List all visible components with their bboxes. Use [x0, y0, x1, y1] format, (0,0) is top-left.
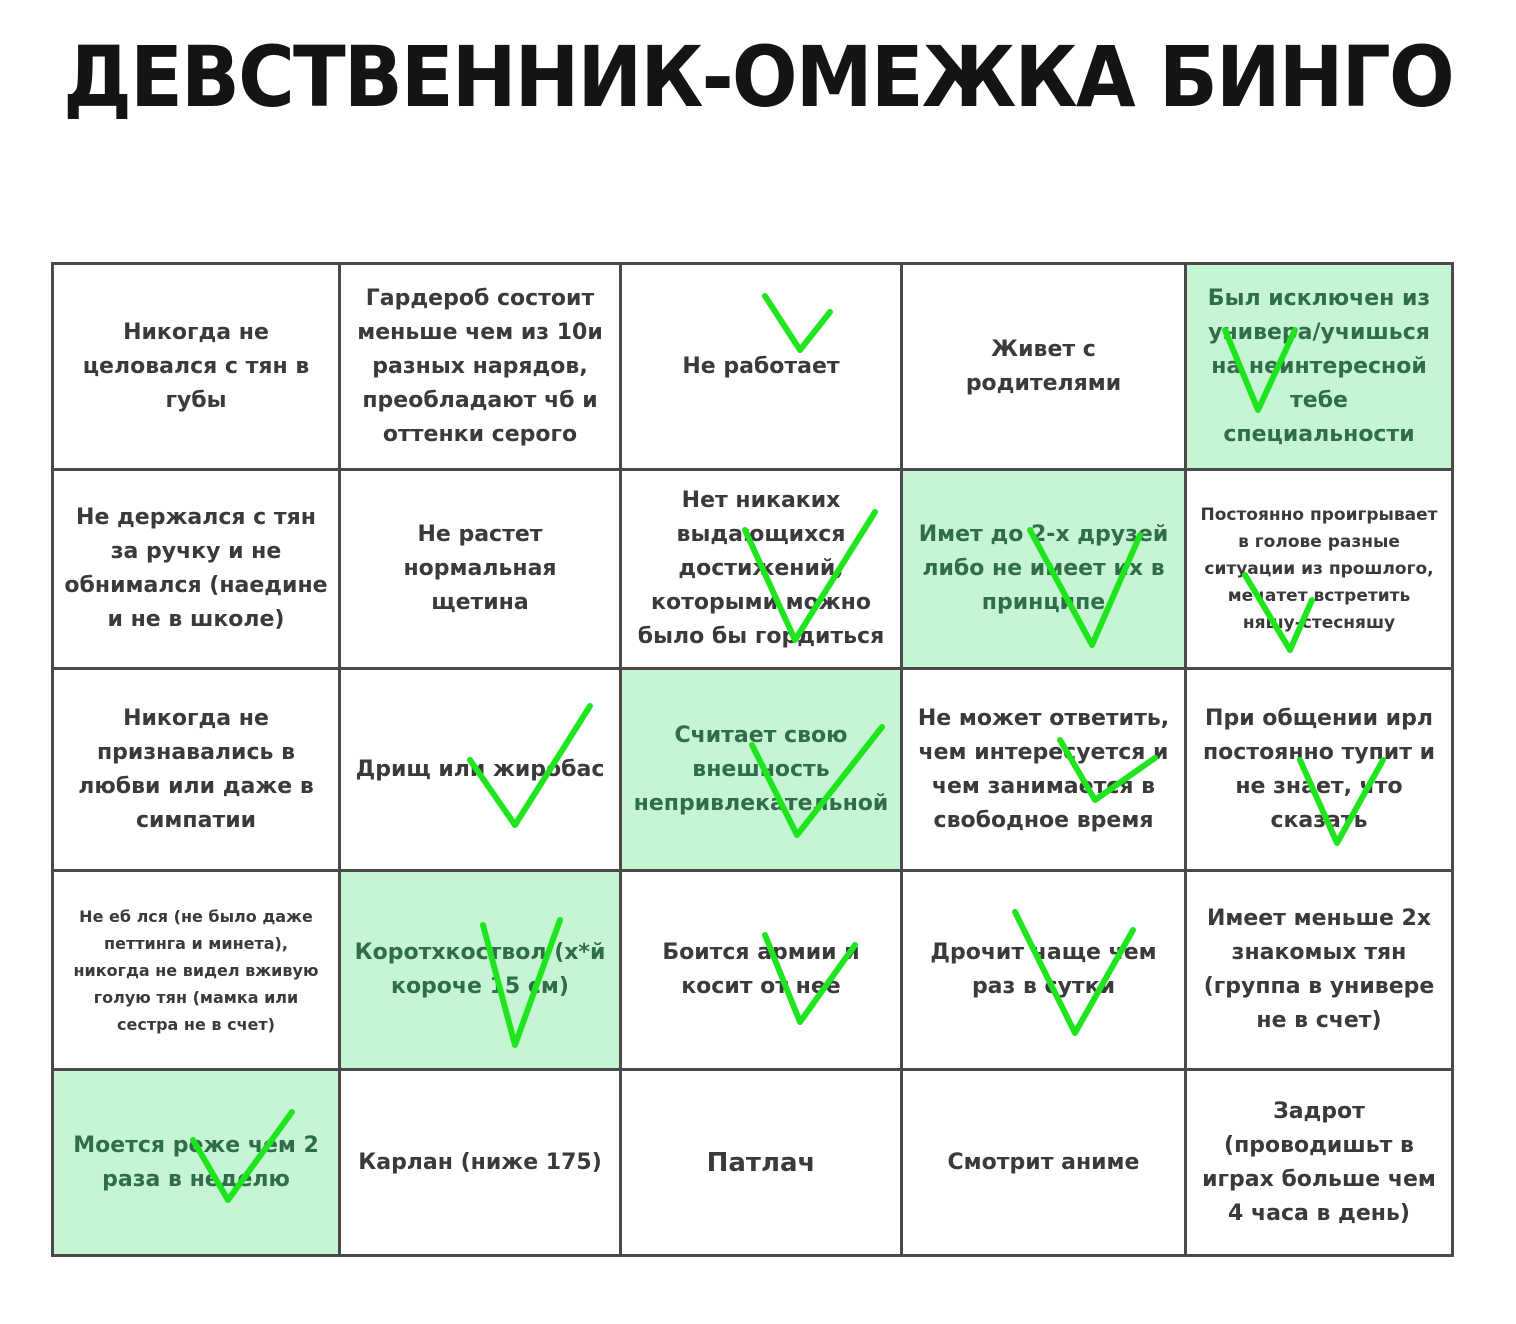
bingo-cell[interactable] — [1187, 872, 1451, 1068]
cell-text: Не еб лся (не было даже петтинга и минета), никогда не видел вживую голую тян (мамка или сестра не в счет) — [73, 906, 319, 1034]
bingo-cell[interactable] — [54, 670, 338, 869]
cell-text: Живет с родителями — [965, 336, 1122, 396]
cell-text: Постоянно проигрывает в голове разные ситуации из прошлого, мечатет встретить няшу-стесняшу — [1200, 504, 1438, 633]
bingo-cell[interactable] — [622, 670, 900, 869]
bingo-cell[interactable] — [622, 872, 900, 1068]
cell-text: Смотрит аниме — [947, 1149, 1140, 1175]
bingo-cell[interactable] — [1187, 1071, 1451, 1254]
bingo-cell[interactable] — [341, 670, 619, 869]
bingo-cell[interactable] — [1187, 471, 1451, 667]
bingo-cell[interactable] — [903, 471, 1184, 667]
bingo-cell[interactable] — [622, 1071, 900, 1254]
bingo-cell[interactable] — [903, 872, 1184, 1068]
cell-text: Карлан (ниже 175) — [358, 1149, 602, 1175]
cell-text: Боится армии и косит от нее — [662, 940, 860, 999]
bingo-cell[interactable] — [622, 471, 900, 667]
bingo-cell[interactable] — [54, 1071, 338, 1254]
bingo-cell[interactable] — [903, 1071, 1184, 1254]
bingo-cell[interactable] — [341, 265, 619, 468]
cell-text: Имет до 2-х друзей либо не имеет их в принципе — [918, 522, 1169, 615]
cell-text: Не держался с тян за ручку и не обнимался (наедине и не в школе) — [64, 505, 328, 632]
bingo-cell[interactable] — [341, 872, 619, 1068]
cell-text: Нет никаких выдающихся достижений, которыми можно было бы гордиться — [637, 488, 885, 649]
cell-text: Не работает — [682, 353, 840, 379]
cell-text: Патлач — [706, 1147, 816, 1178]
cell-text: Считает свою внешность непривлекательной — [633, 722, 889, 816]
cell-text: Не может ответить, чем интересуется и чем занимается в свободное время — [917, 705, 1170, 833]
bingo-cell[interactable] — [903, 670, 1184, 869]
bingo-cell[interactable] — [1187, 670, 1451, 869]
cell-text: Гардероб состоит меньше чем из 10и разных нарядов, преобладают чб и оттенки серого — [357, 285, 603, 447]
cell-text: Не растет нормальная щетина — [403, 522, 557, 615]
cell-text: Имеет меньше 2х знакомых тян (группа в универе не в счет) — [1203, 906, 1435, 1033]
bingo-cell[interactable] — [54, 471, 338, 667]
bingo-cell[interactable] — [903, 265, 1184, 468]
bingo-cell[interactable] — [1187, 265, 1451, 468]
page-title: ДЕВСТВЕННИК-ОМЕЖКА БИНГО — [63, 28, 1453, 126]
cell-text: Никогда не признавались в любви или даже в симпатии — [78, 705, 314, 833]
cell-text: Был исключен из универа/учишься на неинтересной тебе специальности — [1207, 285, 1431, 447]
bingo-cell[interactable] — [341, 471, 619, 667]
bingo-cell[interactable] — [341, 1071, 619, 1254]
cell-text: При общении ирл постоянно тупит и не знает, что сказать — [1202, 705, 1436, 833]
cell-text: Никогда не целовался с тян в губы — [82, 319, 310, 413]
bingo-cell[interactable] — [54, 265, 338, 468]
cell-text: Задрот (проводишьт в играх больше чем 4 часа в день) — [1202, 1098, 1436, 1226]
cell-text: Дрочит чаще чем раз в сутки — [930, 940, 1157, 999]
cell-text: Дрищ или жиробас — [355, 756, 605, 782]
bingo-cell[interactable] — [622, 265, 900, 468]
bingo-board — [51, 262, 1454, 1257]
cell-text: Коротxкоствол (х*й короче 15 см) — [354, 940, 606, 999]
bingo-cell[interactable] — [54, 872, 338, 1068]
cell-text: Моется реже чем 2 раза в неделю — [73, 1132, 319, 1192]
